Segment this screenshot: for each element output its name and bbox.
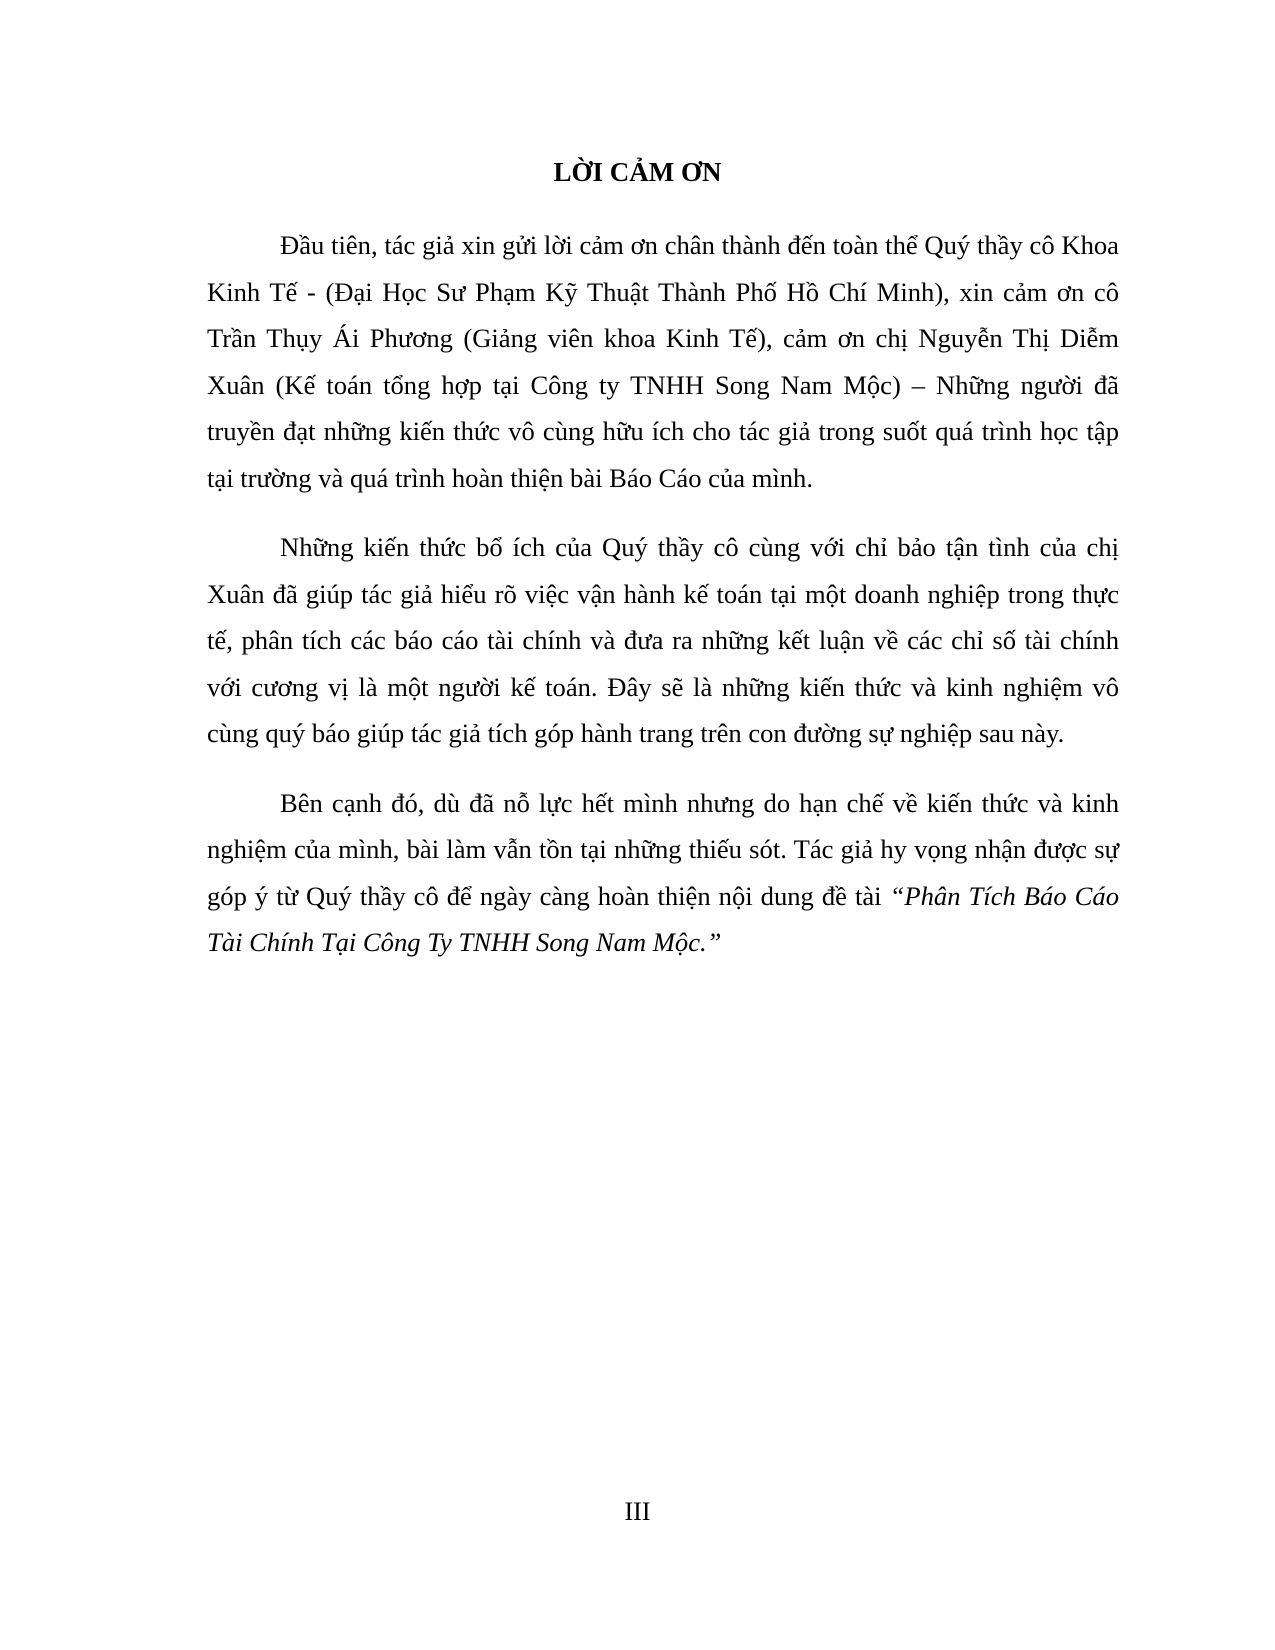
paragraph-1-text: Đầu tiên, tác giả xin gửi lời cảm ơn chân thành đến toàn thể Quý thầy cô Khoa Kinh Tế - (Đại Học Sư Phạm Kỹ Thuật Thành Phố Hồ Chí Minh), xin cảm ơn cô Trần Thụy Ái Phương (Giảng viên khoa Kinh Tế), cảm ơn chị Nguyễn Thị Diễm Xuân (Kế toán tổng hợp tại Công ty TNHH Song Nam Mộc) – Những người đã truyền đạt những kiến thức vô cùng hữu ích cho tác giả trong suốt quá trình học tập tại trường và quá trình hoàn thiện bài Báo Cáo của mình.	[207, 230, 1119, 493]
paragraph-2-text: Những kiến thức bổ ích của Quý thầy cô cùng với chỉ bảo tận tình của chị Xuân đã giúp tác giả hiểu rõ việc vận hành kế toán tại một doanh nghiệp trong thực tế, phân tích các báo cáo tài chính và đưa ra những kết luận về các chỉ số tài chính với cương vị là một người kế toán. Đây sẽ là những kiến thức và kinh nghiệm vô cùng quý báo giúp tác giả tích góp hành trang trên con đường sự nghiệp sau này.	[207, 532, 1119, 748]
paragraph-2	[207, 524, 1119, 757]
page-title: LỜI CẢM ƠN	[553, 157, 722, 187]
paragraph-3	[207, 780, 1119, 966]
acknowledgement-body	[207, 222, 1119, 989]
page-number: III	[624, 1497, 651, 1526]
paragraph-1	[207, 222, 1119, 501]
paragraph-3-text: Bên cạnh đó, dù đã nỗ lực hết mình nhưng do hạn chế về kiến thức và kinh nghiệm của mình, bài làm vẫn tồn tại những thiếu sót. Tác giả hy vọng nhận được sự góp ý từ Quý thầy cô để ngày càng hoàn thiện nội dung đề tài	[207, 787, 1119, 911]
thesis-title-quote: “Phân Tích Báo Cáo Tài Chính Tại Công Ty TNHH Song Nam Mộc.”	[207, 880, 1119, 957]
